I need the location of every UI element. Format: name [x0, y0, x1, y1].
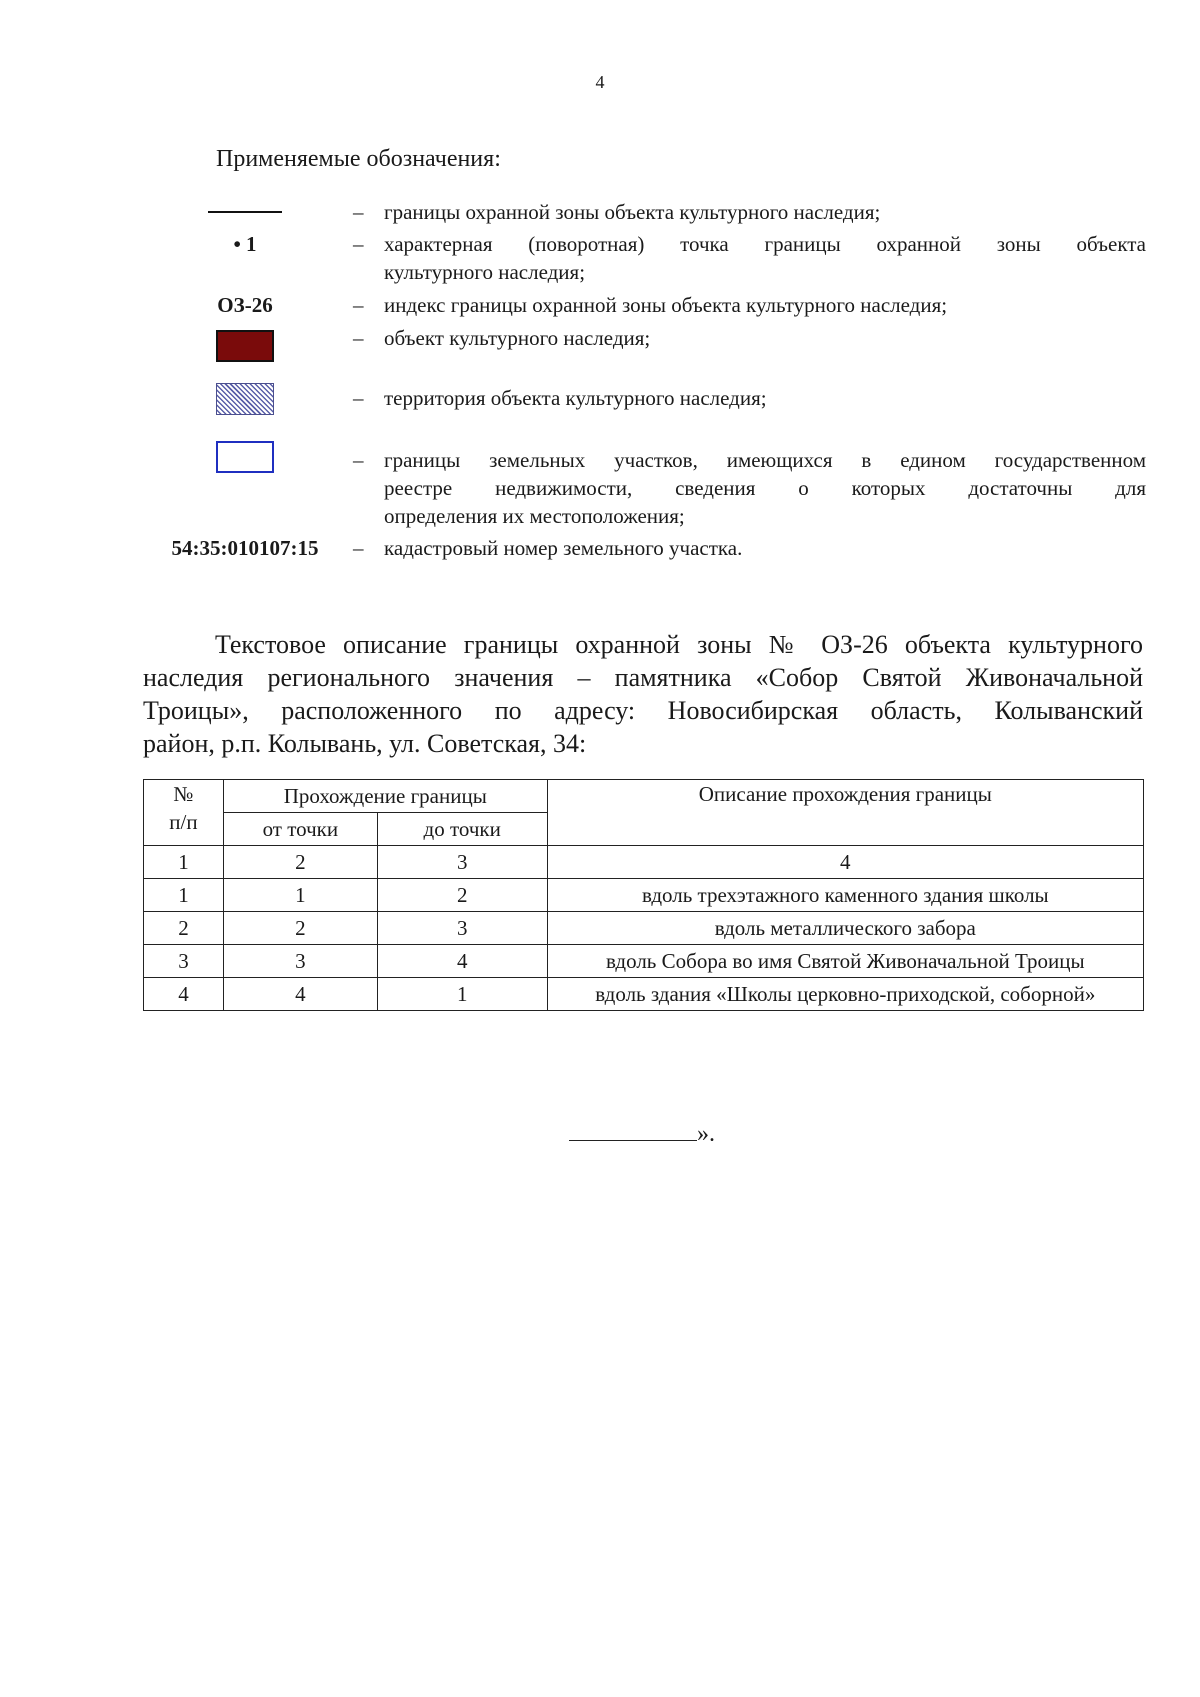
table-cell: 4	[144, 978, 224, 1011]
header-from-point: от точки	[223, 813, 377, 846]
table-column-number-row	[144, 846, 1144, 879]
blank-underline	[569, 1118, 697, 1141]
boundary-route-table	[143, 779, 1144, 1011]
paragraph-line: наследия регионального значения – памятника «Собор Святой Живоначальной	[143, 663, 1143, 692]
header-passage: Прохождение границы	[223, 780, 547, 813]
table-row	[144, 912, 1144, 945]
table-cell: 1	[144, 879, 224, 912]
table-row	[144, 945, 1144, 978]
legend-description: индекс границы охранной зоны объекта культурного наследия;	[384, 293, 948, 317]
page-number: 4	[595, 72, 605, 92]
table-cell: 3	[377, 912, 547, 945]
header-number	[144, 780, 224, 846]
legend-description-line: определения их местоположения;	[384, 504, 685, 528]
legend-title: Применяемые обозначения:	[216, 146, 501, 172]
table-cell: 1	[377, 978, 547, 1011]
column-number: 4	[547, 846, 1143, 879]
dark-red-fill-box-icon	[216, 330, 274, 362]
table-cell: 2	[223, 912, 377, 945]
header-number-line: №	[173, 782, 194, 806]
legend-dash: –	[353, 536, 364, 560]
paragraph-line: район, р.п. Колывань, ул. Советская, 34:	[143, 729, 587, 758]
table-cell: 3	[144, 945, 224, 978]
legend-dash: –	[353, 448, 364, 472]
table-cell: вдоль металлического забора	[547, 912, 1143, 945]
table-cell: 3	[223, 945, 377, 978]
solid-line-icon	[208, 211, 282, 213]
blue-hatched-box-icon	[216, 383, 274, 415]
column-number: 3	[377, 846, 547, 879]
legend-dash: –	[353, 386, 364, 410]
header-to-point: до точки	[377, 813, 547, 846]
legend-description: границы охранной зоны объекта культурного наследия;	[384, 200, 881, 224]
point-marker-icon: • 1	[233, 232, 257, 256]
column-number: 1	[144, 846, 224, 879]
legend-description: территория объекта культурного наследия;	[384, 386, 767, 410]
table-cell: 2	[377, 879, 547, 912]
paragraph-line: Троицы», расположенного по адресу: Новосибирская область, Колыванский	[143, 696, 1143, 725]
legend-dash: –	[353, 232, 364, 256]
closing-mark	[569, 1118, 715, 1148]
legend-description-line: границы земельных участков, имеющихся в едином государственном	[384, 448, 1146, 472]
boundary-description-paragraph	[143, 628, 1143, 760]
zone-index-symbol: ОЗ-26	[217, 293, 273, 317]
table-cell: вдоль здания «Школы церковно-приходской, соборной»	[547, 978, 1143, 1011]
table-cell: 4	[223, 978, 377, 1011]
table-row	[144, 978, 1144, 1011]
legend-dash: –	[353, 293, 364, 317]
table-cell: вдоль Собора во имя Святой Живоначальной Троицы	[547, 945, 1143, 978]
table-cell: 1	[223, 879, 377, 912]
table-cell: 2	[144, 912, 224, 945]
legend-description: объект культурного наследия;	[384, 326, 651, 350]
table-cell: 4	[377, 945, 547, 978]
header-number-line: п/п	[169, 810, 198, 834]
table-cell: вдоль трехэтажного каменного здания школы	[547, 879, 1143, 912]
paragraph-line: Текстовое описание границы охранной зоны № ОЗ-26 объекта культурного	[215, 630, 1143, 659]
table-header-row	[144, 780, 1144, 813]
column-number: 2	[223, 846, 377, 879]
legend-description-line: реестре недвижимости, сведения о которых достаточны для	[384, 476, 1146, 500]
table-row	[144, 879, 1144, 912]
legend-description-line: культурного наследия;	[384, 260, 586, 284]
header-description: Описание прохождения границы	[547, 780, 1143, 846]
cadastral-number-symbol: 54:35:010107:15	[171, 536, 319, 560]
legend-dash: –	[353, 200, 364, 224]
legend-dash: –	[353, 326, 364, 350]
blue-outline-box-icon	[216, 441, 274, 473]
closing-quote: ».	[697, 1121, 715, 1147]
legend-description: кадастровый номер земельного участка.	[384, 536, 743, 560]
legend-description-line: характерная (поворотная) точка границы охранной зоны объекта	[384, 232, 1146, 256]
